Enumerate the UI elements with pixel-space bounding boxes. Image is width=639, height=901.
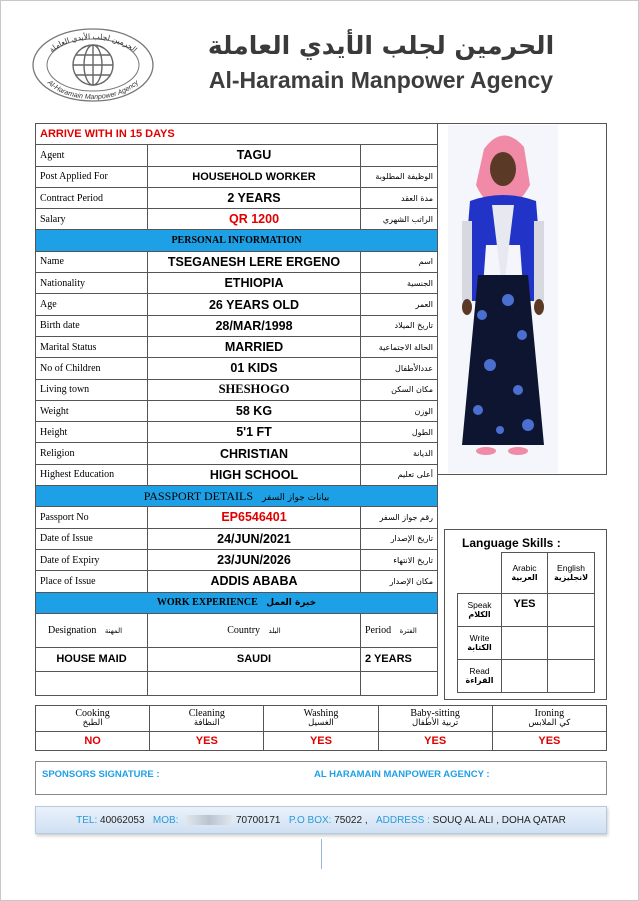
passport-no-value: EP6546401	[148, 507, 361, 528]
passport-no-label: Passport No	[36, 507, 148, 528]
agency-signature-label: AL HARAMAIN MANPOWER AGENCY :	[314, 769, 490, 780]
table-row	[36, 187, 438, 208]
signature-box	[35, 761, 607, 795]
english-header-en: English	[557, 562, 585, 573]
mob-value: 70700171	[236, 815, 281, 826]
agent-value: TAGU	[148, 145, 361, 166]
skill-cleaning-ar: النظافة	[193, 718, 220, 729]
table-row	[36, 145, 438, 166]
title-english: Al-Haramain Manpower Agency	[208, 67, 554, 93]
table-row	[458, 553, 595, 594]
age-value: 26 YEARS OLD	[148, 294, 361, 315]
weight-label: Weight	[36, 400, 148, 421]
skill-ironing-en: Ironing	[534, 708, 565, 720]
read-label-ar: القراءة	[465, 676, 494, 686]
birthdate-value: 28/MAR/1998	[148, 315, 361, 336]
footer-divider	[321, 839, 322, 869]
arrive-notice: ARRIVE WITH IN 15 DAYS	[36, 124, 438, 145]
country-header	[148, 613, 361, 647]
arrive-row	[36, 124, 438, 145]
salary-label-ar: الراتب الشهري	[361, 209, 438, 230]
read-label-en: Read	[469, 665, 490, 676]
height-label: Height	[36, 422, 148, 443]
period-header	[361, 613, 438, 647]
write-label	[458, 627, 502, 660]
arabic-header-ar: العربية	[511, 573, 538, 583]
read-label	[458, 660, 502, 693]
tel-value: 40062053	[100, 815, 145, 826]
globe-icon	[73, 45, 113, 85]
table-row	[458, 627, 595, 660]
empty-cell	[361, 671, 438, 695]
speak-label	[458, 594, 502, 627]
sponsor-signature-label: SPONSORS SIGNATURE :	[42, 769, 160, 780]
work-title-ar: خبرة العمل	[266, 598, 317, 609]
address-value: SOUQ AL ALI , DOHA QATAR	[432, 815, 566, 826]
write-english-value	[548, 627, 595, 660]
skill-cleaning-en: Cleaning	[188, 708, 225, 720]
table-row	[36, 166, 438, 187]
skill-ironing-value: YES	[492, 732, 606, 751]
work-row-empty	[36, 671, 438, 695]
name-value: TSEGANESH LERE ERGENO	[148, 251, 361, 272]
skill-babysitting-ar: تربية الأطفال	[412, 718, 459, 729]
issue-place-label: Place of Issue	[36, 571, 148, 592]
table-row	[36, 571, 438, 592]
skill-washing-en: Washing	[303, 708, 339, 720]
passport-title-en: PASSPORT DETAILS	[143, 488, 254, 503]
post-label-ar: الوظيفة المطلوبة	[361, 166, 438, 187]
skills-value-row	[36, 732, 607, 751]
table-row	[36, 528, 438, 549]
table-row	[36, 464, 438, 485]
weight-value: 58 KG	[148, 400, 361, 421]
language-skills-table	[457, 552, 595, 693]
children-value: 01 KIDS	[148, 358, 361, 379]
marital-label: Marital Status	[36, 336, 148, 357]
table-row	[36, 273, 438, 294]
issue-date-value: 24/JUN/2021	[148, 528, 361, 549]
logo-english-text: Al-Haramain Manpower Agency	[45, 79, 141, 102]
birthdate-label-ar: تاريخ الميلاد	[361, 315, 438, 336]
write-label-en: Write	[469, 632, 490, 643]
logo-arabic-text: الحرمين لجلب الأيدي العاملة	[47, 31, 139, 55]
designation-header	[36, 613, 148, 647]
period-header-en: Period	[365, 624, 392, 636]
table-row	[36, 507, 438, 528]
applicant-info-table	[35, 123, 438, 696]
work-experience-title	[36, 592, 438, 613]
speak-label-ar: الكلام	[468, 610, 491, 620]
skill-babysitting-en: Baby-sitting	[410, 708, 460, 720]
table-row	[36, 379, 438, 400]
issue-date-label-ar: تاريخ الإصدار	[361, 528, 438, 549]
salary-value: QR 1200	[148, 209, 361, 230]
empty-cell	[148, 671, 361, 695]
skill-cooking-ar: الطبخ	[82, 718, 103, 729]
english-header-ar: لانجليزية	[553, 573, 589, 583]
table-row	[36, 315, 438, 336]
work-header-row	[36, 613, 438, 647]
issue-place-value: ADDIS ABABA	[148, 571, 361, 592]
skills-header-row	[36, 706, 607, 732]
table-row	[36, 336, 438, 357]
religion-label: Religion	[36, 443, 148, 464]
table-row	[458, 594, 595, 627]
personal-info-title: PERSONAL INFORMATION	[36, 230, 438, 251]
nationality-value: ETHIOPIA	[148, 273, 361, 294]
skill-ironing	[492, 706, 606, 732]
contact-bar	[35, 806, 607, 834]
speak-arabic-value: YES	[502, 594, 548, 627]
arabic-header-en: Arabic	[512, 562, 537, 573]
table-row	[36, 443, 438, 464]
speak-english-value	[548, 594, 595, 627]
pobox-label: P.O BOX:	[288, 815, 332, 826]
age-label-ar: العمر	[361, 294, 438, 315]
passport-no-label-ar: رقم جواز السفر	[361, 507, 438, 528]
weight-label-ar: الوزن	[361, 400, 438, 421]
skill-washing-value: YES	[264, 732, 378, 751]
arabic-header	[502, 553, 548, 594]
religion-value: CHRISTIAN	[148, 443, 361, 464]
pobox-value: 75022 ,	[334, 815, 368, 826]
table-row	[36, 294, 438, 315]
children-label: No of Children	[36, 358, 148, 379]
english-header	[548, 553, 595, 594]
read-english-value	[548, 660, 595, 693]
agent-label: Agent	[36, 145, 148, 166]
skill-babysitting-value: YES	[378, 732, 492, 751]
contract-value: 2 YEARS	[148, 187, 361, 208]
agency-logo	[31, 27, 155, 103]
work-period: 2 YEARS	[361, 647, 438, 671]
speak-label-en: Speak	[467, 599, 492, 610]
household-skills-table	[35, 705, 607, 751]
town-label: Living town	[36, 379, 148, 400]
height-label-ar: الطول	[361, 422, 438, 443]
work-country: SAUDI	[148, 647, 361, 671]
empty-cell	[36, 671, 148, 695]
table-row	[36, 422, 438, 443]
issue-place-label-ar: مكان الإصدار	[361, 571, 438, 592]
skill-cleaning	[150, 706, 264, 732]
marital-value: MARRIED	[148, 336, 361, 357]
table-row	[458, 660, 595, 693]
skill-cleaning-value: YES	[150, 732, 264, 751]
skill-washing	[264, 706, 378, 732]
expiry-date-value: 23/JUN/2026	[148, 549, 361, 570]
write-arabic-value	[502, 627, 548, 660]
town-value: SHESHOGO	[148, 379, 361, 400]
birthdate-label: Birth date	[36, 315, 148, 336]
nationality-label-ar: الجنسية	[361, 273, 438, 294]
section-header	[36, 592, 438, 613]
skill-washing-ar: الغسيل	[308, 718, 334, 729]
write-label-ar: الكتابة	[467, 643, 492, 653]
work-designation: HOUSE MAID	[36, 647, 148, 671]
table-row	[36, 251, 438, 272]
empty-cell	[458, 553, 502, 594]
age-label: Age	[36, 294, 148, 315]
skill-cooking	[36, 706, 150, 732]
name-label-ar: اسم	[361, 251, 438, 272]
table-row	[36, 209, 438, 230]
applicant-photo	[448, 125, 558, 473]
language-skills-title: Language Skills :	[462, 536, 561, 550]
designation-header-ar: المهنة	[104, 626, 123, 635]
country-header-ar: البلد	[268, 626, 281, 635]
skill-babysitting	[378, 706, 492, 732]
contract-label: Contract Period	[36, 187, 148, 208]
post-label: Post Applied For	[36, 166, 148, 187]
name-label: Name	[36, 251, 148, 272]
skill-cooking-en: Cooking	[75, 708, 110, 720]
section-header	[36, 230, 438, 251]
designation-header-en: Designation	[48, 624, 97, 636]
period-header-ar: الفترة	[399, 626, 417, 635]
marital-label-ar: الحالة الاجتماعية	[361, 336, 438, 357]
mob-label: MOB:	[152, 815, 179, 826]
expiry-date-label: Date of Expiry	[36, 549, 148, 570]
issue-date-label: Date of Issue	[36, 528, 148, 549]
contract-label-ar: مدة العقد	[361, 187, 438, 208]
read-arabic-value	[502, 660, 548, 693]
section-header	[36, 486, 438, 507]
table-row	[36, 358, 438, 379]
redacted-number	[185, 815, 233, 825]
education-label: Highest Education	[36, 464, 148, 485]
title-arabic: الحرمين لجلب الأيدي العاملة	[207, 31, 555, 60]
education-label-ar: أعلى تعليم	[361, 464, 438, 485]
country-header-en: Country	[227, 624, 261, 636]
passport-details-title	[36, 486, 438, 507]
address-label: ADDRESS :	[375, 815, 430, 826]
post-value: HOUSEHOLD WORKER	[148, 166, 361, 187]
work-row	[36, 647, 438, 671]
education-value: HIGH SCHOOL	[148, 464, 361, 485]
passport-title-ar: بيانات جواز السفر	[262, 492, 330, 503]
town-label-ar: مكان السكن	[361, 379, 438, 400]
nationality-label: Nationality	[36, 273, 148, 294]
work-title-en: WORK EXPERIENCE	[156, 597, 258, 609]
height-value: 5'1 FT	[148, 422, 361, 443]
tel-label: TEL:	[76, 815, 98, 826]
table-row	[36, 549, 438, 570]
expiry-date-label-ar: تاريخ الانتهاء	[361, 549, 438, 570]
agent-label-ar	[361, 145, 438, 166]
religion-label-ar: الديانة	[361, 443, 438, 464]
children-label-ar: عددالأطفال	[361, 358, 438, 379]
skill-ironing-ar: كي الملابس	[528, 718, 571, 729]
skill-cooking-value: NO	[36, 732, 150, 751]
table-row	[36, 400, 438, 421]
salary-label: Salary	[36, 209, 148, 230]
